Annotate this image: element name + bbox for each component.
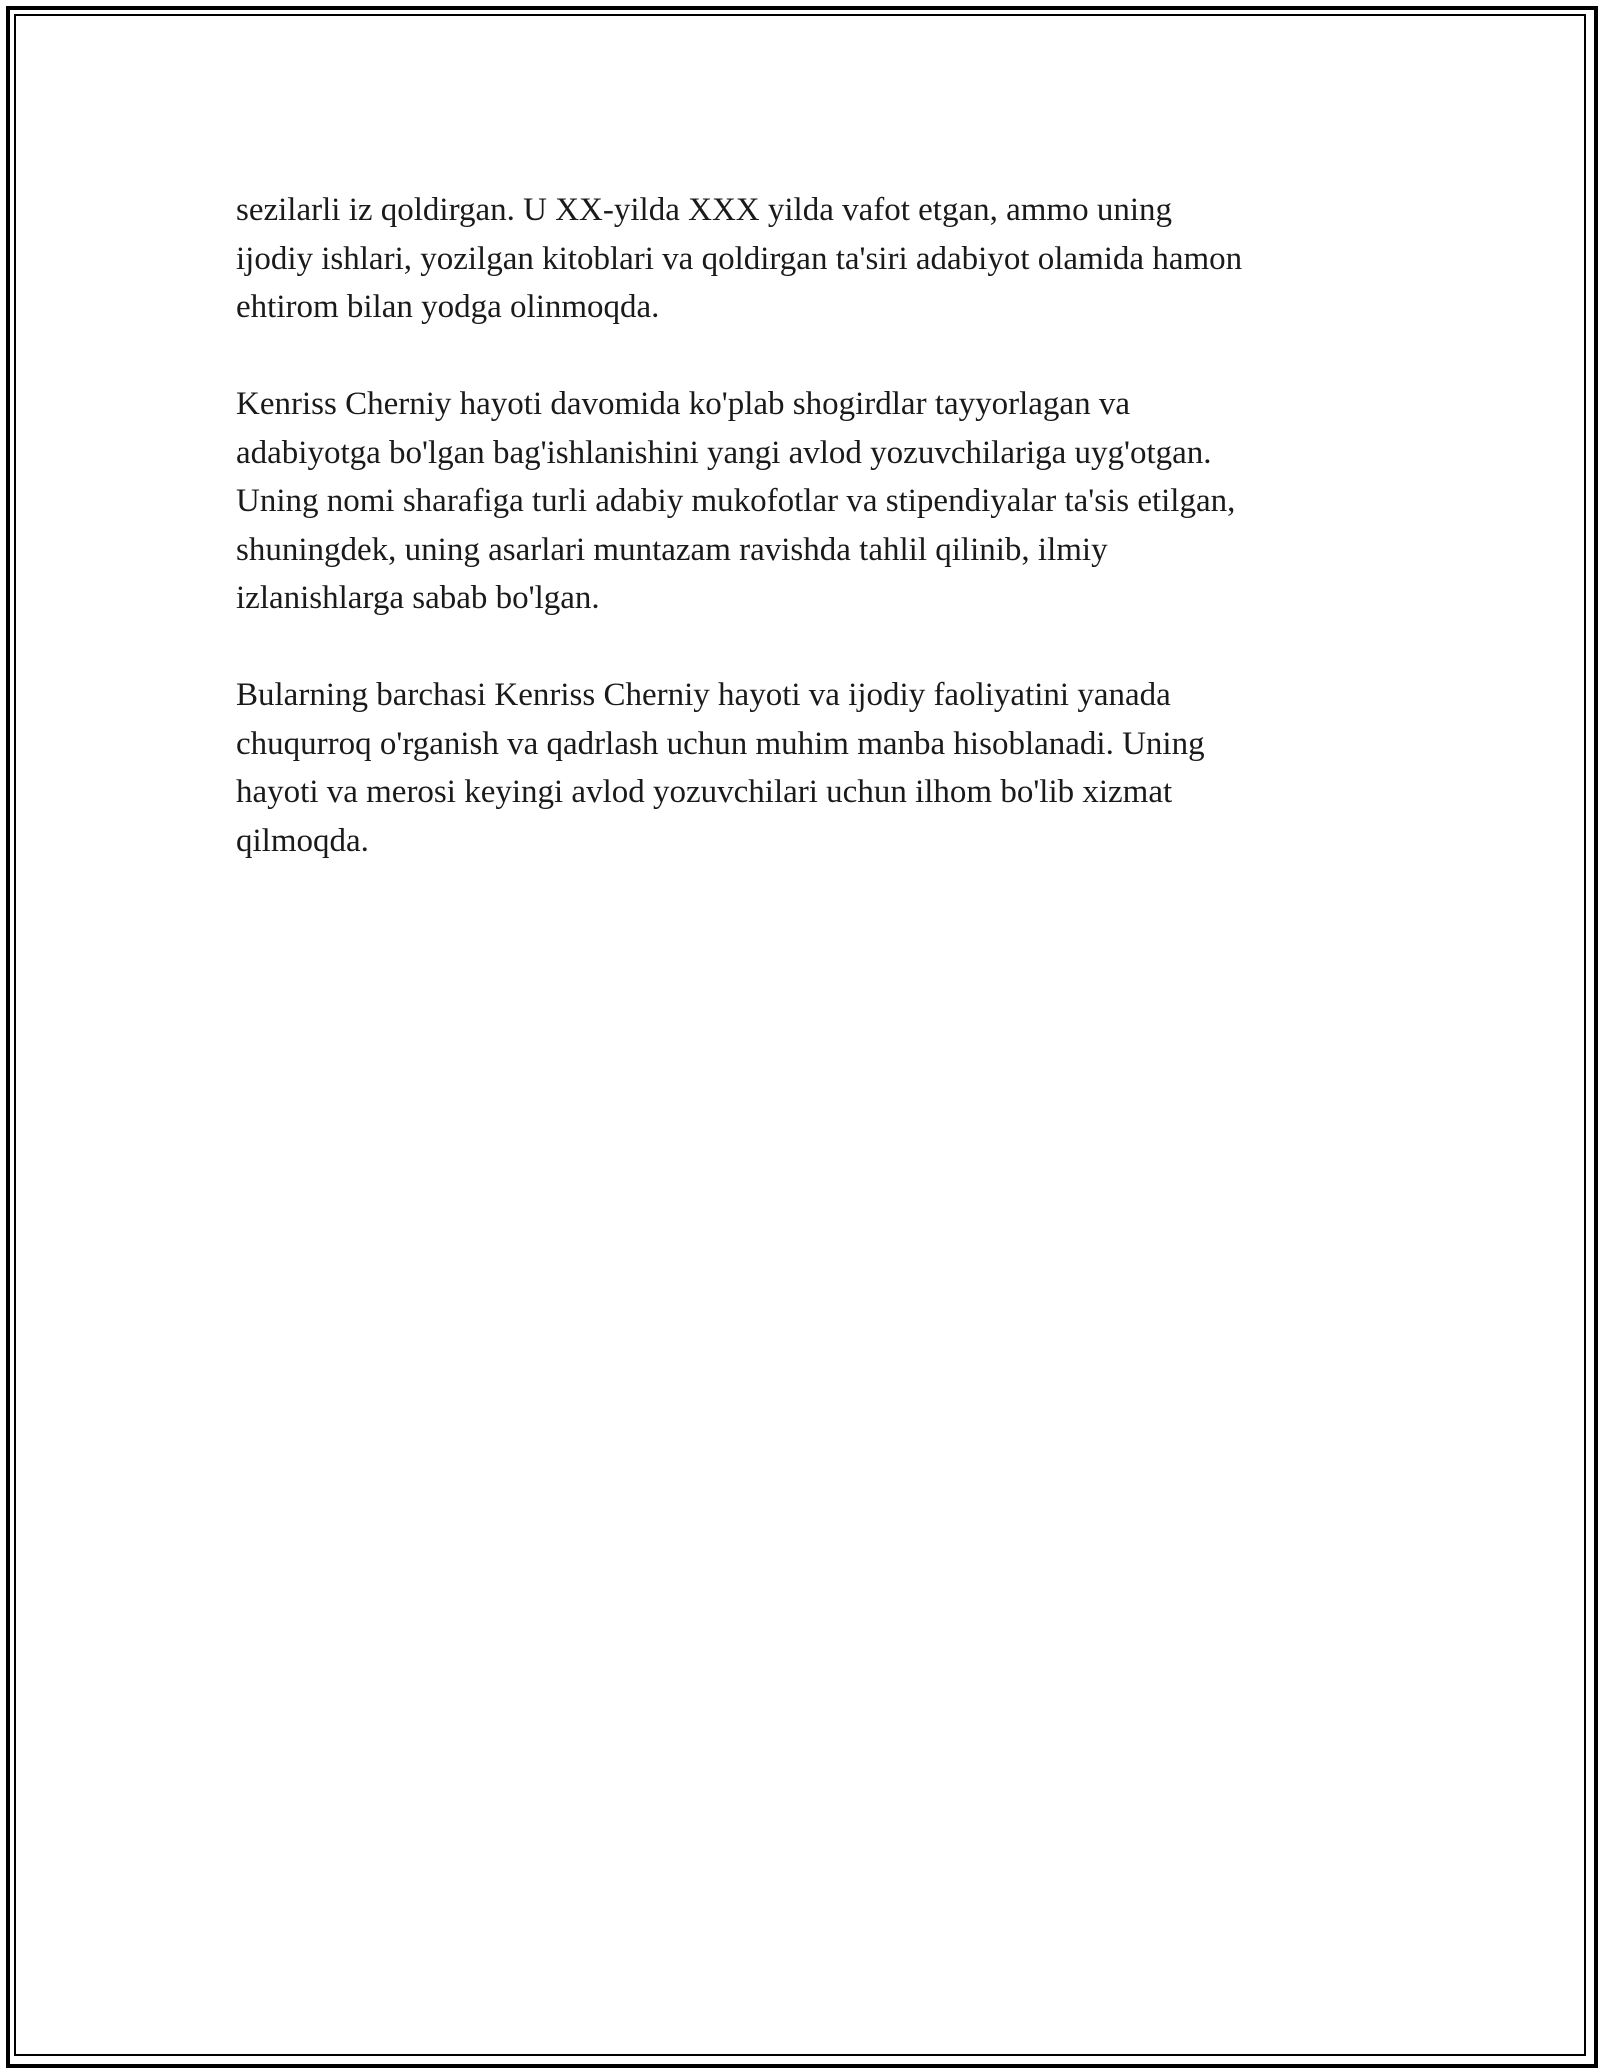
text-line: sezilarli iz qoldirgan. U XX-yilda XXX yilda vafot etgan, ammo uning [236,192,1173,228]
paragraph-1 [236,186,1366,332]
text-line: adabiyotga bo'lgan bag'ishlanishini yangi avlod yozuvchilariga uyg'otgan. [236,434,1212,471]
text-line: Uning nomi sharafiga turli adabiy mukofotlar va stipendiyalar ta'sis etilgan, [236,483,1236,519]
text-line: ehtirom bilan yodga olinmoqda. [236,289,660,325]
text-line: qilmoqda. [236,822,369,859]
document-body [236,186,1366,914]
text-line: chuqurroq o'rganish va qadrlash uchun muhim manba hisoblanadi. Uning [236,725,1205,762]
text-line: Kenriss Cherniy hayoti davomida ko'plab shogirdlar tayyorlagan va [236,386,1130,422]
text-line: ijodiy ishlari, yozilgan kitoblari va qoldirgan ta'siri adabiyot olamida hamon [236,240,1243,277]
paragraph-2 [236,380,1366,623]
text-line: hayoti va merosi keyingi avlod yozuvchilari uchun ilhom bo'lib xizmat [236,774,1173,810]
text-line: Bularning barchasi Kenriss Cherniy hayoti va ijodiy faoliyatini yanada [236,677,1171,713]
text-line: izlanishlarga sabab bo'lgan. [236,580,600,616]
text-line: shuningdek, uning asarlari muntazam ravishda tahlil qilinib, ilmiy [236,531,1108,568]
paragraph-3 [236,671,1366,865]
